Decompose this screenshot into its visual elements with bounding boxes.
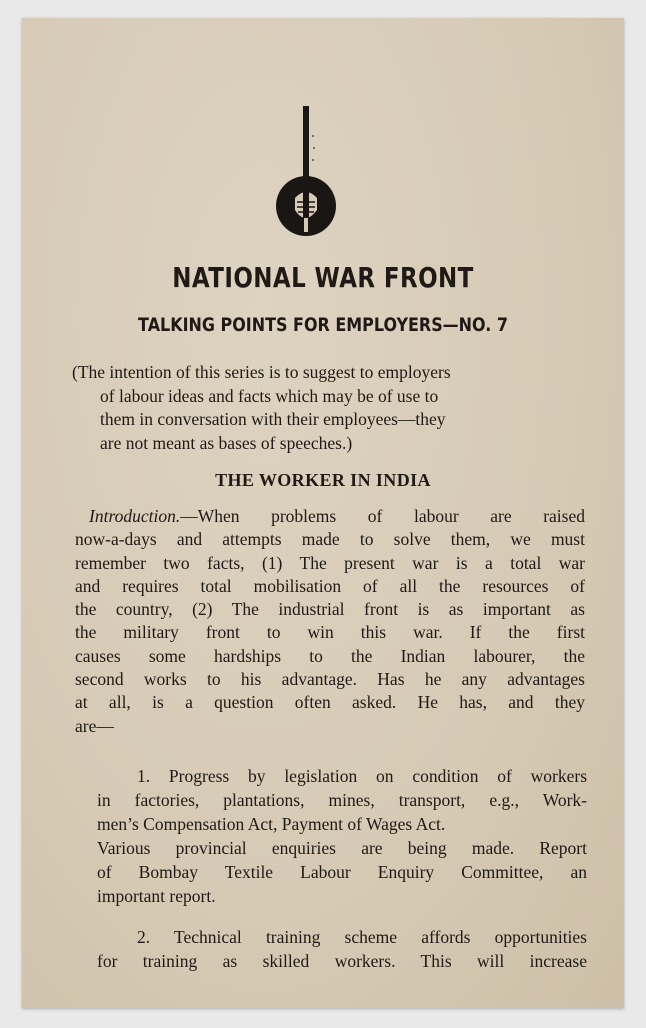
intention-line: are not meant as bases of speeches.) xyxy=(100,432,353,453)
intention-line: of labour ideas and facts which may be of use to xyxy=(100,385,439,406)
leaflet-page xyxy=(22,18,624,1008)
item-line: 2. Technical training scheme affords opportunities xyxy=(137,927,587,947)
item-line: important report. xyxy=(97,886,216,906)
intro-line: remember two facts, (1) The present war is a total war xyxy=(75,552,585,573)
item-line: in factories, plantations, mines, transport, e.g., Work- xyxy=(97,790,587,810)
item-line: 1. Progress by legislation on condition of workers xyxy=(137,766,587,786)
run-in-heading: Introduction. xyxy=(89,506,181,526)
list-item xyxy=(97,764,587,908)
intention-line: (The intention of this series is to suggest to employers xyxy=(72,362,451,382)
item-line: for training as skilled workers. This will increase xyxy=(97,951,587,971)
intro-line xyxy=(75,505,585,528)
intro-line: and requires total mobilisation of all the resources of xyxy=(75,575,585,596)
intro-line: are— xyxy=(75,715,114,736)
list-item xyxy=(97,925,587,973)
item-line: men’s Compensation Act, Payment of Wages Act. xyxy=(97,814,446,834)
section-heading: THE WORKER IN INDIA xyxy=(215,470,431,490)
sword-in-hand-emblem-icon xyxy=(273,106,339,238)
document-subtitle: TALKING POINTS FOR EMPLOYERS—NO. 7 xyxy=(138,314,508,336)
intro-line: second works to his advantage. Has he any advantages xyxy=(75,669,585,690)
intro-line: the military front to win this war. If the first xyxy=(75,622,585,643)
document-title: NATIONAL WAR FRONT xyxy=(172,261,474,294)
intention-line: them in conversation with their employees—they xyxy=(100,409,446,429)
intro-line: now-a-days and attempts made to solve them, we must xyxy=(75,529,585,550)
introduction-paragraph xyxy=(75,505,585,738)
intro-line-text: —When problems of labour are raised xyxy=(180,506,585,526)
intro-line: at all, is a question often asked. He has, and they xyxy=(75,692,585,713)
item-line: of Bombay Textile Labour Enquiry Committee, an xyxy=(97,862,587,882)
item-line: Various provincial enquiries are being made. Report xyxy=(97,838,587,858)
intro-line: causes some hardships to the Indian labourer, the xyxy=(75,645,585,666)
intention-note xyxy=(72,361,582,455)
intro-line: the country, (2) The industrial front is as important as xyxy=(75,599,585,620)
